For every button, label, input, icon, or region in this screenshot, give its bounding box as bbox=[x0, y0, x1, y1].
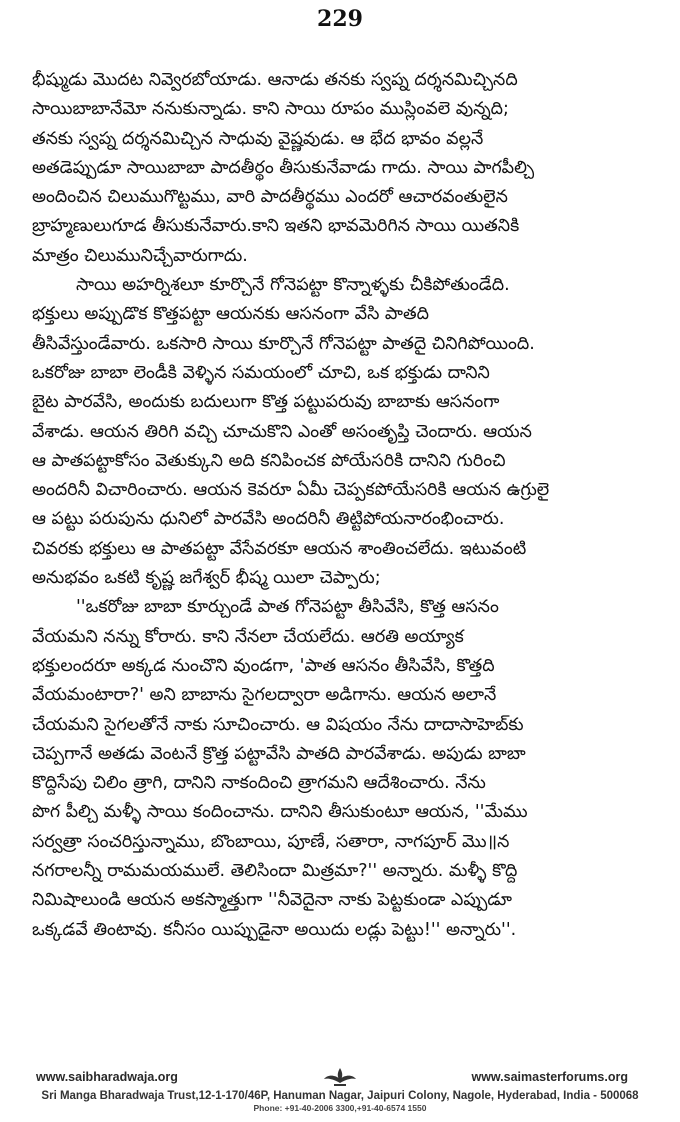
text-line: అనుభవం ఒకటి కృష్ణ జగేశ్వర్ భీష్మ యిలా చెప్పారు; bbox=[32, 568, 381, 589]
footer-address: Sri Manga Bharadwaja Trust,12-1-170/46P, Hanuman Nagar, Jaipuri Colony, Nagole, Hyderabad, India - 500068 bbox=[41, 1090, 639, 1102]
text-line: సాయిబాబానేమో ననుకున్నాడు. కాని సాయి రూపం ముస్లింవలె వున్నది; bbox=[32, 99, 509, 120]
footer-phone: Phone: +91-40-2006 3300,+91-40-6574 1550 bbox=[253, 1103, 427, 1113]
text-line: అతడెప్పుడూ సాయిబాబా పాదతీర్థం తీసుకునేవాడు గాదు. సాయి పాగపీల్చి bbox=[32, 157, 535, 178]
text-line: ఆ పాతపట్టాకోసం వెతుక్కుని అది కనిపించక పోయేసరికి దానిని గురించి bbox=[32, 450, 506, 471]
text-line: చేయమని సైగలతోనే నాకు సూచించారు. ఆ విషయం నేను దాదాసాహెబ్‌కు bbox=[32, 714, 524, 735]
body-text bbox=[32, 66, 652, 945]
text-line: తీసివేస్తుండేవారు. ఒకసారి సాయి కూర్చొనే గోనెపట్టా పాతదై చినిగిపోయింది. bbox=[32, 333, 535, 354]
text-line: ''ఒకరోజు బాబా కూర్చుండే పాత గోనెపట్టా తీసివేసి, కొత్త ఆసనం bbox=[76, 597, 499, 618]
text-line: వేశాడు. ఆయన తిరిగి వచ్చి చూచుకొని ఎంతో అసంతృప్తి చెందారు. ఆయన bbox=[32, 421, 532, 442]
website-link-left[interactable]: www.saibharadwaja.org bbox=[36, 1070, 178, 1084]
text-line: భక్తులందరూ అక్కడ నుంచొని వుండగా, 'పాత ఆసనం తీసివేసి, కొత్తది bbox=[32, 655, 495, 676]
text-line: సర్వత్రా సంచరిస్తున్నాము, బొంబాయి, పూణే, సతారా, నాగపూర్ మొ॥న bbox=[32, 831, 510, 852]
text-line: మాత్రం చిలుమునిచ్చేవారుగాదు. bbox=[32, 245, 248, 266]
text-line: చివరకు భక్తులు ఆ పాతపట్టా వేసేవరకూ ఆయన శాంతించలేదు. ఇటువంటి bbox=[32, 538, 527, 559]
text-line: ఆ పట్టు పరుపును ధునిలో పారవేసి అందరినీ తిట్టిపోయనారంభించారు. bbox=[32, 509, 505, 530]
text-line: భక్తులు అప్పుడొక కొత్తపట్టా ఆయనకు ఆసనంగా వేసి పాతది bbox=[32, 304, 429, 325]
text-line: చెప్పగానే అతడు వెంటనే క్రొత్త పట్టావేసి పాతది పారవేశాడు. అపుడు బాబా bbox=[32, 743, 526, 764]
text-line: భీష్ముడు మొదట నివ్వెరబోయాడు. ఆనాడు తనకు స్వప్న దర్శనమిచ్చినది bbox=[32, 70, 518, 90]
text-line: నిమిషాలుండి ఆయన అకస్మాత్తుగా ''నీవెదైనా నాకు పెట్టకుండా ఎప్పుడూ bbox=[32, 890, 512, 911]
page-number: 229 bbox=[317, 6, 363, 32]
text-line: పొగ పీల్చి మళ్ళీ సాయి కందించాను. దానిని తీసుకుంటూ ఆయన, ''మేము bbox=[32, 802, 528, 823]
page-footer bbox=[0, 1070, 680, 1113]
text-line: ఒకరోజు బాబా లెండీకి వెళ్ళిన సమయంలో చూచి, ఒక భక్తుడు దానిని bbox=[32, 362, 490, 383]
text-line: సాయి అహర్నిశలూ కూర్చొనే గోనెపట్టా కొన్నాళ్ళకు చీకిపోతుండేది. bbox=[76, 275, 510, 296]
text-line: వేయమంటారా?' అని బాబాను సైగలద్వారా అడిగాను. ఆయన అలానే bbox=[32, 685, 497, 706]
website-link-right[interactable]: www.saimasterforums.org bbox=[471, 1070, 628, 1084]
text-line: బ్రాహ్మణులుగూడ తీసుకునేవారు.కాని ఇతని భావమెరిగిన సాయి యితనికి bbox=[32, 216, 520, 237]
text-line: నగరాలన్నీ రామమయములే. తెలిసిందా మిత్రమా?'' అన్నారు. మళ్ళీ కొద్ది bbox=[32, 861, 518, 882]
fleur-ornament-icon bbox=[318, 1066, 362, 1088]
text-line: అందరినీ విచారించారు. ఆయన కెవరూ ఏమీ చెప్పకపోయేసరికి ఆయన ఉగ్రులై bbox=[32, 480, 550, 501]
text-line: అందించిన చిలుముగొట్టము, వారి పాదతీర్థము ఎందరో ఆచారవంతులైన bbox=[32, 187, 508, 208]
text-line: తనకు స్వప్న దర్శనమిచ్చిన సాధువు వైష్ణవుడు. ఆ భేద భావం వల్లనే bbox=[32, 128, 484, 149]
text-line: కొద్దిసేపు చిలిం త్రాగి, దానిని నాకందించి త్రాగమని ఆదేశించారు. నేను bbox=[32, 773, 486, 794]
text-line: బైట పారవేసి, అందుకు బదులుగా కొత్త పట్టుపరువు బాబాకు ఆసనంగా bbox=[32, 392, 500, 413]
text-line: ఒక్కడవే తింటావు. కనీసం యిప్పుడైనా అయిదు లడ్లు పెట్టు!'' అన్నారు''. bbox=[32, 919, 517, 940]
text-line: వేయమని నన్ను కోరారు. కాని నేనలా చేయలేదు. ఆరతి అయ్యాక bbox=[32, 626, 464, 647]
footer-urls bbox=[0, 1070, 680, 1088]
